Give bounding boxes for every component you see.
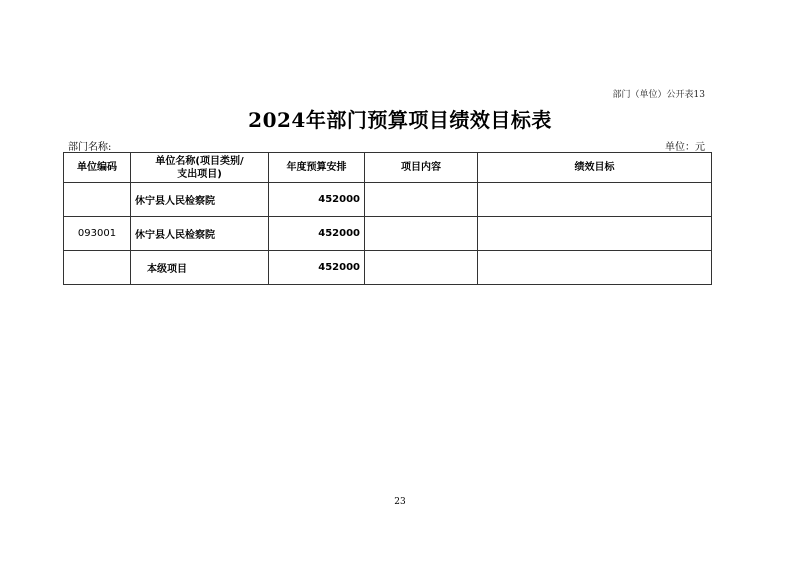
column-header-project-content: 项目内容 [365,153,478,183]
project-content-cell [365,217,478,251]
page-title: 2024年部门预算项目绩效目标表 [248,108,552,132]
table-row [64,251,712,285]
performance-goals-table [63,152,712,285]
column-header-unit-name [131,153,269,183]
budget-amount-cell: 452000 [269,251,365,285]
table-reference-number: 部门（单位）公开表13 [612,90,705,100]
unit-code-cell: 093001 [64,217,131,251]
column-header-unit-name-text: 单位名称(项目类别/支出项目) [155,155,244,180]
table-header-row [64,153,712,183]
performance-goal-cell [478,183,712,217]
table-row [64,183,712,217]
column-header-annual-budget: 年度预算安排 [269,153,365,183]
column-header-performance-goal: 绩效目标 [478,153,712,183]
unit-code-cell [64,251,131,285]
table-row [64,217,712,251]
unit-code-cell [64,183,131,217]
budget-amount-cell: 452000 [269,183,365,217]
performance-goal-cell [478,251,712,285]
column-header-unit-code: 单位编码 [64,153,131,183]
unit-label: 单位：元 [665,142,705,153]
unit-name-cell: 休宁县人民检察院 [131,217,269,251]
unit-name-cell: 本级项目 [131,251,269,285]
project-content-cell [365,183,478,217]
department-name-label: 部门名称: [68,142,112,153]
project-content-cell [365,251,478,285]
budget-amount-cell: 452000 [269,217,365,251]
performance-goal-cell [478,217,712,251]
page-number: 23 [394,497,406,507]
unit-name-cell: 休宁县人民检察院 [131,183,269,217]
